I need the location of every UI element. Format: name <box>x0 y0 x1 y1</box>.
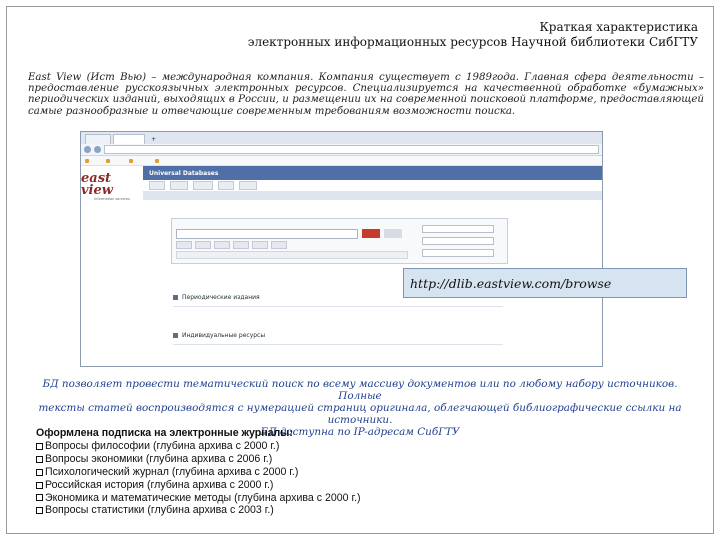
section-divider <box>173 344 503 345</box>
list-item-text: Вопросы статистики (глубина архива с 2003 г.) <box>45 504 274 517</box>
bookmark-item <box>106 158 123 163</box>
section-periodicals <box>173 294 260 301</box>
intro-paragraph: East View (Ист Вью) – международная компания. Компания существует с 1989года. Главная сфера деятельности – предоставление русскоязычных электронных ресурсов. Специализируется на качественной обработке «бумажных» периодических изданий, выходящих в России, и размещении их на современной поисковой платформе, предоставляющей самые разнообразные и отвечающие современным требованиям возможности поиска. <box>28 72 704 117</box>
description-line-1: БД позволяет провести тематический поиск по всему массиву документов или по любому набору источников. Полные <box>42 378 678 402</box>
url-field <box>104 145 599 154</box>
site-header <box>81 166 602 208</box>
list-item <box>36 492 361 505</box>
slide-title <box>248 20 698 50</box>
checkbox-bullet-icon <box>36 469 43 476</box>
subscription-list <box>36 427 361 517</box>
search-button <box>362 229 380 238</box>
website-screenshot <box>80 131 603 367</box>
checkbox-bullet-icon <box>36 507 43 514</box>
eastview-logo <box>81 166 143 208</box>
bookmark-item <box>85 158 100 163</box>
search-filter-row <box>176 251 408 259</box>
site-title: Universal Databases <box>149 169 219 177</box>
description-line-3: БД доступна по IP-адресам СибГТУ <box>260 426 460 438</box>
description-line-2: тексты статей воспроизводятся с нумерацией страниц оригинала, облегчающей библиографические ссылки на источники. <box>38 402 682 426</box>
checkbox-bullet-icon <box>36 443 43 450</box>
address-bar <box>81 144 602 156</box>
title-line-2: электронных информационных ресурсов Научной библиотеки СибГТУ <box>247 35 698 49</box>
site-nav <box>143 180 602 191</box>
title-line-1: Краткая характеристика <box>539 20 698 34</box>
bookmark-item <box>129 158 149 163</box>
list-item-text: Российская история (глубина архива с 2000 г.) <box>45 478 274 491</box>
checkbox-bullet-icon <box>36 482 43 489</box>
list-item <box>36 466 361 479</box>
forward-icon <box>94 146 101 153</box>
list-item-text: Экономика и математические методы (глубина архива с 2000 г.) <box>45 491 361 504</box>
list-item-text: Психологический журнал (глубина архива с 2000 г.) <box>45 465 299 478</box>
expand-icon <box>173 295 178 300</box>
browser-tabs <box>81 132 602 144</box>
list-item <box>36 453 361 466</box>
logo-subtitle: information services <box>94 197 130 201</box>
list-item-text: Вопросы философии (глубина архива с 2000 г.) <box>45 439 280 452</box>
browser-tab <box>85 134 111 144</box>
list-item <box>36 504 361 517</box>
subscription-heading: Оформлена подписка на электронные журналы: <box>36 427 293 439</box>
section-divider <box>173 306 503 307</box>
list-item-text: Вопросы экономики (глубина архива с 2006 г.) <box>45 452 273 465</box>
back-icon <box>84 146 91 153</box>
site-subnav <box>143 191 602 200</box>
search-options <box>176 241 287 249</box>
checkbox-bullet-icon <box>36 494 43 501</box>
bookmark-item <box>155 158 171 163</box>
list-item <box>36 440 361 453</box>
search-date-fields <box>422 225 494 257</box>
section-periodicals-label: Периодические издания <box>182 294 260 301</box>
site-title-bar <box>143 166 602 180</box>
browser-tab-active <box>113 134 145 144</box>
logo-text: east view <box>81 171 113 198</box>
section-individual <box>173 332 265 339</box>
list-item <box>36 479 361 492</box>
checkbox-bullet-icon <box>36 456 43 463</box>
search-panel <box>171 218 508 264</box>
bookmarks-bar <box>81 156 602 166</box>
section-individual-label: Индивидуальные ресурсы <box>182 332 266 339</box>
expand-icon <box>173 333 178 338</box>
url-caption: http://dlib.eastview.com/browse <box>403 268 687 298</box>
reset-button <box>384 229 402 238</box>
new-tab-icon: + <box>151 136 157 143</box>
search-input <box>176 229 358 239</box>
